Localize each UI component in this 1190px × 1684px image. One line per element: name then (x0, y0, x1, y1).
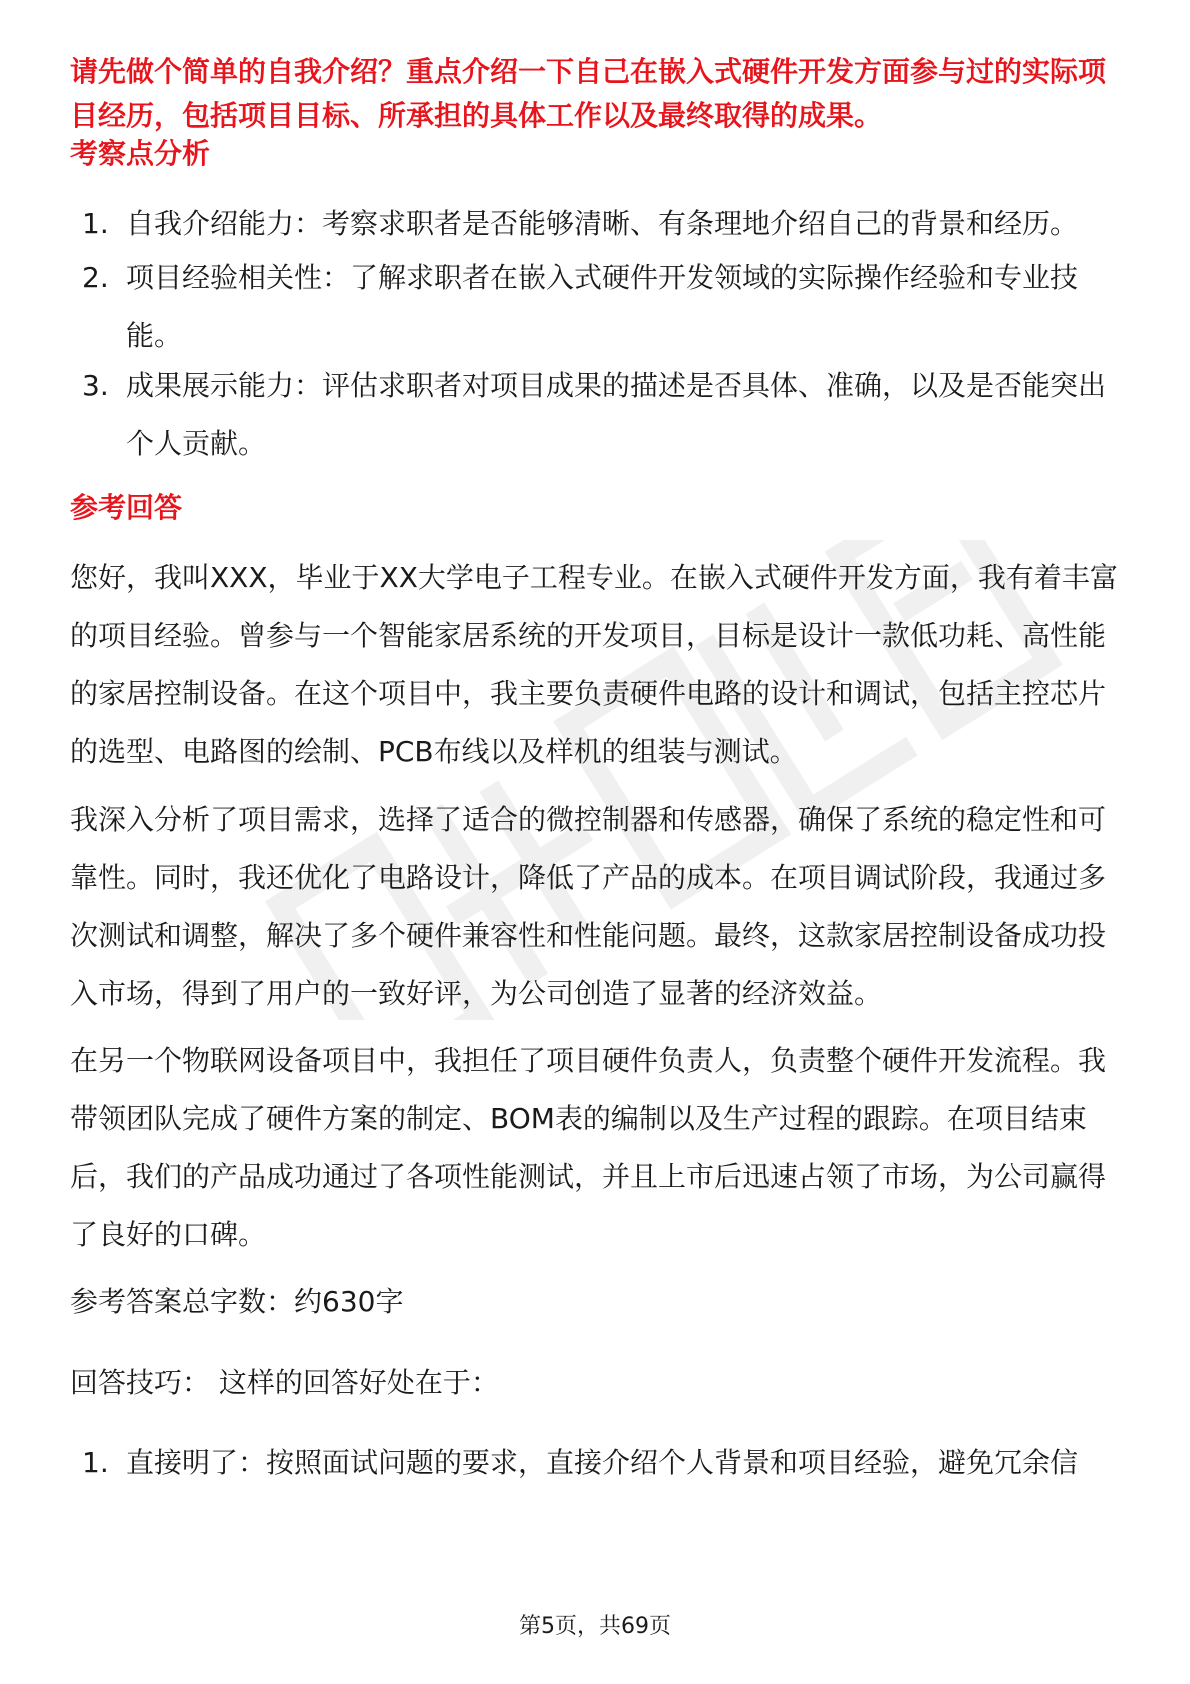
list-text: 成果展示能力：评估求职者对项目成果的描述是否具体、准确，以及是否能突出个人贡献。 (126, 369, 1107, 460)
word-count: 参考答案总字数：约630字 (70, 1285, 404, 1318)
answer-paragraph-2: 我深入分析了项目需求，选择了适合的微控制器和传感器，确保了系统的稳定性和可靠性。同时，我还优化了电路设计，降低了产品的成本。在项目调试阶段，我通过多次测试和调整，解决了多个硬件兼容性和性能问题。最终，这款家居控制设备成功投入市场，得到了用户的一致好评，为公司创造了显著的经济效益。 (70, 803, 1107, 1010)
analysis-item-2 (82, 249, 1112, 365)
page-number-footer: 第5页，共69页 (519, 1614, 671, 1639)
list-number: 1. (82, 1446, 109, 1479)
analysis-item-1 (82, 195, 1112, 253)
list-number: 3. (82, 369, 109, 402)
tip-item-1 (82, 1434, 1112, 1492)
list-number: 1. (82, 207, 109, 240)
interview-question: 请先做个简单的自我介绍？重点介绍一下自己在嵌入式硬件开发方面参与过的实际项目经历，包括项目目标、所承担的具体工作以及最终取得的成果。 (70, 55, 1107, 132)
tips-intro: 回答技巧： 这样的回答好处在于： (70, 1366, 499, 1399)
analysis-heading: 考察点分析 (70, 137, 211, 170)
answer-paragraph-3: 在另一个物联网设备项目中，我担任了项目硬件负责人，负责整个硬件开发流程。我带领团队完成了硬件方案的制定、BOM表的编制以及生产过程的跟踪。在项目结束后，我们的产品成功通过了各项性能测试，并且上市后迅速占领了市场，为公司赢得了良好的口碑。 (70, 1044, 1107, 1251)
analysis-item-3 (82, 357, 1112, 473)
list-text: 直接明了：按照面试问题的要求，直接介绍个人背景和项目经验，避免冗余信 (126, 1446, 1079, 1479)
answer-heading: 参考回答 (70, 491, 183, 524)
list-number: 2. (82, 261, 109, 294)
list-text: 自我介绍能力：考察求职者是否能够清晰、有条理地介绍自己的背景和经历。 (126, 207, 1079, 240)
list-text: 项目经验相关性：了解求职者在嵌入式硬件开发领域的实际操作经验和专业技能。 (126, 261, 1079, 352)
answer-paragraph-1: 您好，我叫XXX，毕业于XX大学电子工程专业。在嵌入式硬件开发方面，我有着丰富的项目经验。曾参与一个智能家居系统的开发项目，目标是设计一款低功耗、高性能的家居控制设备。在这个项目中，我主要负责硬件电路的设计和调试，包括主控芯片的选型、电路图的绘制、PCB布线以及样机的组装与测试。 (70, 561, 1118, 768)
